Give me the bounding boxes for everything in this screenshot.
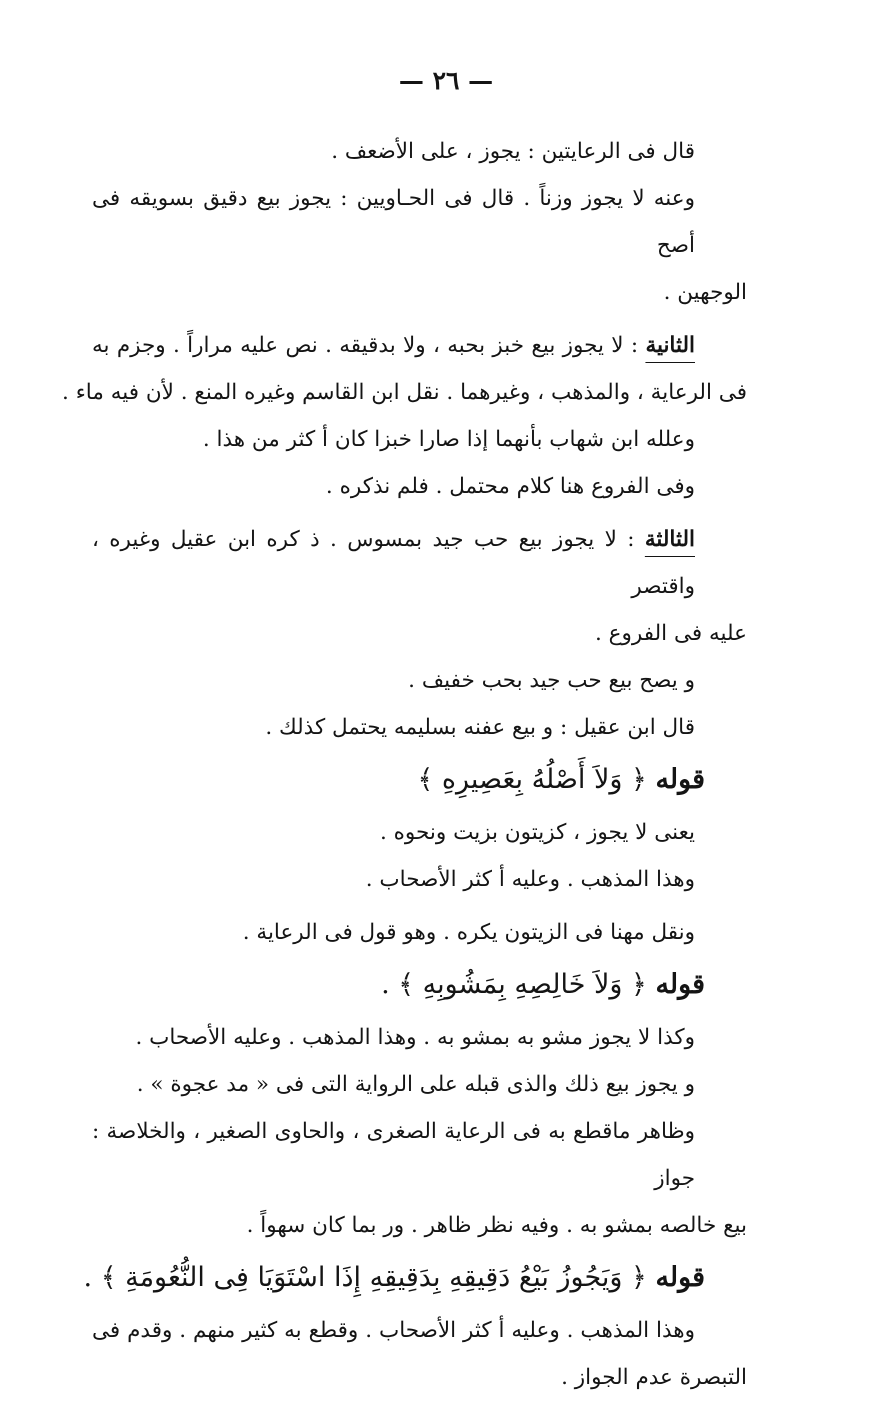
issue-text: : لا يجوز بيع خبز بحبه ، ولا بدقيقه . نص عليه مراراً . وجزم به — [92, 333, 646, 358]
quote-heading — [92, 956, 747, 1014]
text-line: ونقل مهنا فى الزيتون يكره . وهو قول فى الرعاية . — [242, 920, 695, 945]
quoted-text: ﴿ وَلاَ خَالِصِهِ بِمَشُوبِهِ ﴾ . — [381, 969, 656, 1000]
quoted-text: ﴿ وَيَجُوزُ بَيْعُ دَقِيقِهِ بِدَقِيقِهِ إِذَا اسْتَوَيَا فِى النُّعُومَةِ ﴾ . — [83, 1262, 656, 1293]
issue-term: الثالثة — [644, 527, 695, 552]
heading-keyword: قوله — [655, 969, 705, 1000]
quote-heading — [83, 1249, 747, 1307]
text-line: الوجهين . — [663, 280, 747, 305]
text-line: يعنى لا يجوز ، كزيتون بزيت ونحوه . — [379, 820, 695, 845]
text-line: و يصح بيع حب جيد بحب خفيف . — [408, 668, 695, 693]
text-line: وفى الفروع هنا كلام محتمل . فلم نذكره . — [325, 474, 695, 499]
text-line: وعنه لا يجوز وزناً . قال فى الحـاويين : يجوز بيع دقيق بسويقه فى أصح — [92, 186, 695, 258]
heading-keyword: قوله — [655, 764, 705, 795]
text-line: قال فى الرعايتين : يجوز ، على الأضعف . — [331, 139, 695, 164]
issue-paragraph-third — [92, 516, 747, 610]
quoted-text: ﴿ وَلاَ أَصْلُهُ بِعَصِيرِهِ ﴾ — [417, 764, 656, 795]
text-line: وهذا المذهب . وعليه أ كثر الأصحاب . وقطع به كثير منهم . وقدم فى — [92, 1318, 695, 1343]
issue-paragraph-second — [92, 322, 747, 369]
quote-heading — [92, 751, 747, 809]
issue-term: الثانية — [645, 333, 695, 358]
text-line: وظاهر ماقطع به فى الرعاية الصغرى ، والحاوى الصغير ، والخلاصة : جواز — [92, 1119, 695, 1191]
text-line: و يجوز بيع ذلك والذى قبله على الرواية التى فى « مد عجوة » . — [136, 1072, 695, 1097]
text-line: التبصرة عدم الجواز . — [561, 1365, 747, 1390]
text-line: قال ابن عقيل : و بيع عفنه بسليمه يحتمل كذلك . — [265, 715, 695, 740]
text-line: فى الرعاية ، والمذهب ، وغيرهما . نقل ابن القاسم وغيره المنع . لأن فيه ماء . — [62, 380, 747, 405]
page-number: — ٢٦ — — [398, 66, 494, 95]
body-text — [62, 128, 747, 1401]
text-line: وعلله ابن شهاب بأنهما إذا صارا خبزا كان أ كثر من هذا . — [202, 427, 695, 452]
text-line: بيع خالصه بمشو به . وفيه نظر ظاهر . ور بما كان سهواً . — [246, 1213, 747, 1238]
heading-keyword: قوله — [655, 1262, 705, 1293]
text-line: عليه فى الفروع . — [595, 621, 747, 646]
issue-text: : لا يجوز بيع حب جيد بمسوس . ذ كره ابن عقيل وغيره ، واقتصر — [92, 527, 695, 599]
text-line: وهذا المذهب . وعليه أ كثر الأصحاب . — [365, 867, 695, 892]
text-line: وكذا لا يجوز مشو به بمشو به . وهذا المذهب . وعليه الأصحاب . — [135, 1025, 695, 1050]
